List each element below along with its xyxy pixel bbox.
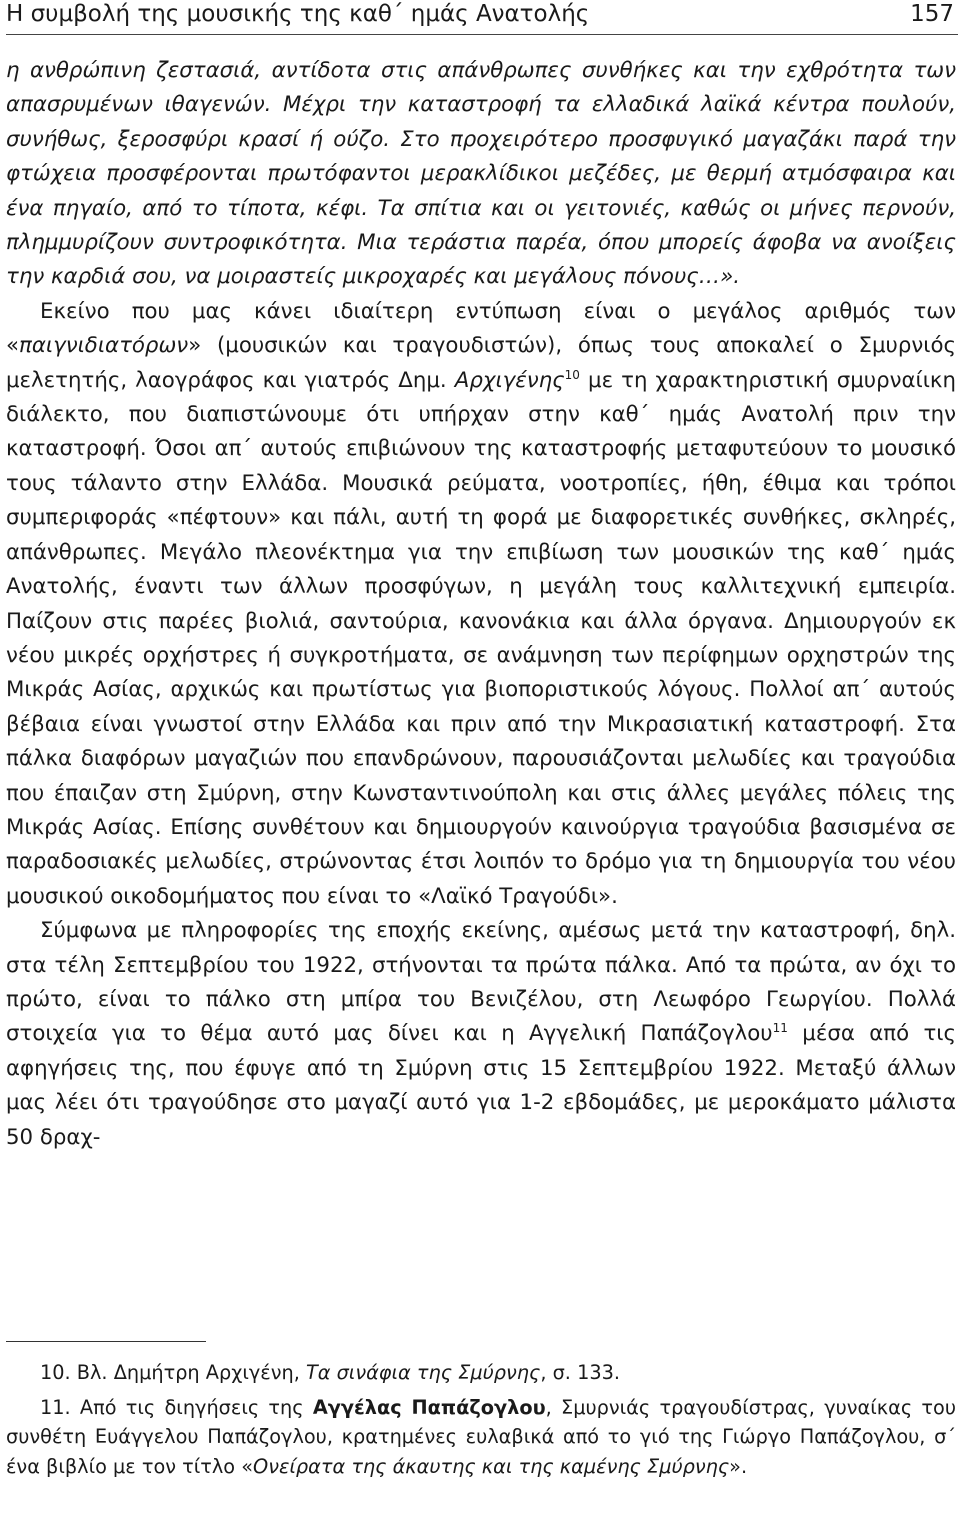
author-name: Αγγέλας Παπάζογλου	[312, 1395, 546, 1419]
body-text	[6, 54, 956, 1155]
footnotes	[6, 1358, 956, 1486]
text-run: » (μουσικών και τραγουδιστών), όπως τους αποκαλεί ο Σμυρνιός μελετητής, λαογράφος και γιατρός Δημ.	[6, 333, 956, 393]
emphasis: παιγνιδιατόρων	[19, 333, 189, 359]
footnote-divider	[6, 1341, 206, 1342]
chapter-title: Η συμβολή της μουσικής της καθ΄ ημάς Ανατολής	[6, 1, 590, 27]
quote-paragraph	[6, 54, 956, 295]
paragraph	[6, 914, 956, 1155]
text-run: 11. Από τις διηγήσεις της	[40, 1395, 313, 1419]
text-run: , Σμυρνιάς τραγουδίστρας, γυναίκας του συνθέτη Ευάγγελου Παπάζογλου, κρατημένες ευλαβικά από το γιό της Γιώργο Παπάζογλου, σ΄ ένα βιβλίο με τον τίτλο «	[6, 1395, 956, 1478]
emphasis: Αρχιγένης	[454, 367, 565, 393]
text-run: , σ. 133.	[540, 1361, 620, 1384]
footnote	[6, 1393, 956, 1482]
paragraph	[6, 295, 956, 914]
quote-text: η ανθρώπινη ζεστασιά, αντίδοτα στις απάνθρωπες συνθήκες και την εχθρότητα των απασρυμένων ιθαγενών. Μέχρι την καταστροφή τα ελλαδικά λαϊκά κέντρα πουλούν, συνήθως, ξεροσφύρι κρασί ή ούζο. Στο προχειρότερο προσφυγικό μαγαζάκι παρά την φτώχεια προσφέρονται πρωτόφαντοι μερακλίδικοι μεζέδες, με θερμή ατμόσφαιρα και ένα πηγαίο, από το τίποτα, κέφι. Τα σπίτια και οι γειτονιές, καθώς οι μήνες περνούν, πλημμυρίζουν συντροφικότητα. Μια τεράστια παρέα, όπου μπορείς άφοβα να ανοίξεις την καρδιά σου, να μοιραστείς μικροχαρές και μεγάλους πόνους…».	[6, 58, 956, 290]
text-run: με τη χαρακτηριστική σμυρναίικη διάλεκτο, που διαπιστώνουμε ότι υπήρχαν στην καθ΄ ημάς Ανατολή πριν την καταστροφή. Όσοι απ΄ αυτούς επιβιώνουν της καταστροφής μεταφυτεύουν το μουσικό τους τάλαντο στην Ελλάδα. Μουσικά ρεύματα, νοοτροπίες, ήθη, έθιμα και τρόποι συμπεριφοράς «πέφτουν» και πάλι, αυτή τη φορά με διαφορετικές συνθήκες, σκληρές, απάνθρωπες. Μεγάλο πλεονέκτημα για την επιβίωση των μουσικών της καθ΄ ημάς Ανατολής, έναντι των άλλων προσφύγων, η μεγάλη τους καλλιτεχνική εμπειρία. Παίζουν στις παρέες βιολιά, σαντούρια, κανονάκια και άλλα όργανα. Δημιουργούν εκ νέου μικρές ορχήστρες ή συγκροτήματα, σε ανάμνηση των περίφημων ορχηστρών της Μικράς Ασίας, αρχικώς και πρωτίστως για βιοποριστικούς λόγους. Πολλοί απ΄ αυτούς βέβαια είναι γνωστοί στην Ελλάδα και πριν από την Μικρασιατική καταστροφή. Στα πάλκα διαφόρων μαγαζιών που επανδρώνουν, παρουσιάζονται μελωδίες και τραγούδια που έπαιζαν στη Σμύρνη, στην Κωνσταντινούπολη και στις άλλες μεγάλες πόλεις της Μικράς Ασίας. Επίσης συνθέτουν και δημιουργούν καινούργια τραγούδια βασισμένα σε παραδοσιακές μελωδίες, στρώνοντας έτσι λοιπόν το δρόμο για τη δημιουργία του νέου μουσικού οικοδομήματος που είναι το «Λαϊκό Τραγούδι».	[6, 367, 956, 909]
text-run: μέσα από τις αφηγήσεις της, που έφυγε από τη Σμύρνη στις 15 Σεπτεμβρίου 1922. Μεταξύ άλλων μας λέει ότι τραγούδησε στο μαγαζί αυτό για 1-2 εβδομάδες, με μεροκάματο μάλιστα 50 δραχ-	[6, 1021, 956, 1150]
page-number: 157	[910, 1, 954, 27]
footnote-ref[interactable]: 10	[564, 367, 580, 382]
text-run: Σύμφωνα με πληροφορίες της εποχής εκείνης, αμέσως μετά την καταστροφή, δηλ. στα τέλη Σεπτεμβρίου του 1922, στήνονται τα πρώτα πάλκα. Από τα πρώτα, αν όχι το πρώτο, είναι το πάλκο στη μπίρα του Βενιζέλου, στη Λεωφόρο Γεωργίου. Πολλά στοιχεία για το θέμα αυτό μας δίνει και η Αγγελική Παπάζογλου	[6, 918, 956, 1047]
footnote-ref[interactable]: 11	[772, 1021, 788, 1036]
book-title: Τα σινάφια της Σμύρνης	[305, 1361, 541, 1384]
text-run: 10. Βλ. Δημήτρη Αρχιγένη,	[40, 1361, 306, 1384]
book-title: Ονείρατα της άκαυτης και της καμένης Σμύρνης	[253, 1454, 730, 1478]
running-header	[6, 0, 958, 35]
text-run: ».	[729, 1454, 748, 1478]
text-run: Εκείνο που μας κάνει ιδιαίτερη εντύπωση είναι ο μεγάλος αριθμός των «	[6, 298, 956, 359]
footnote	[6, 1358, 956, 1388]
